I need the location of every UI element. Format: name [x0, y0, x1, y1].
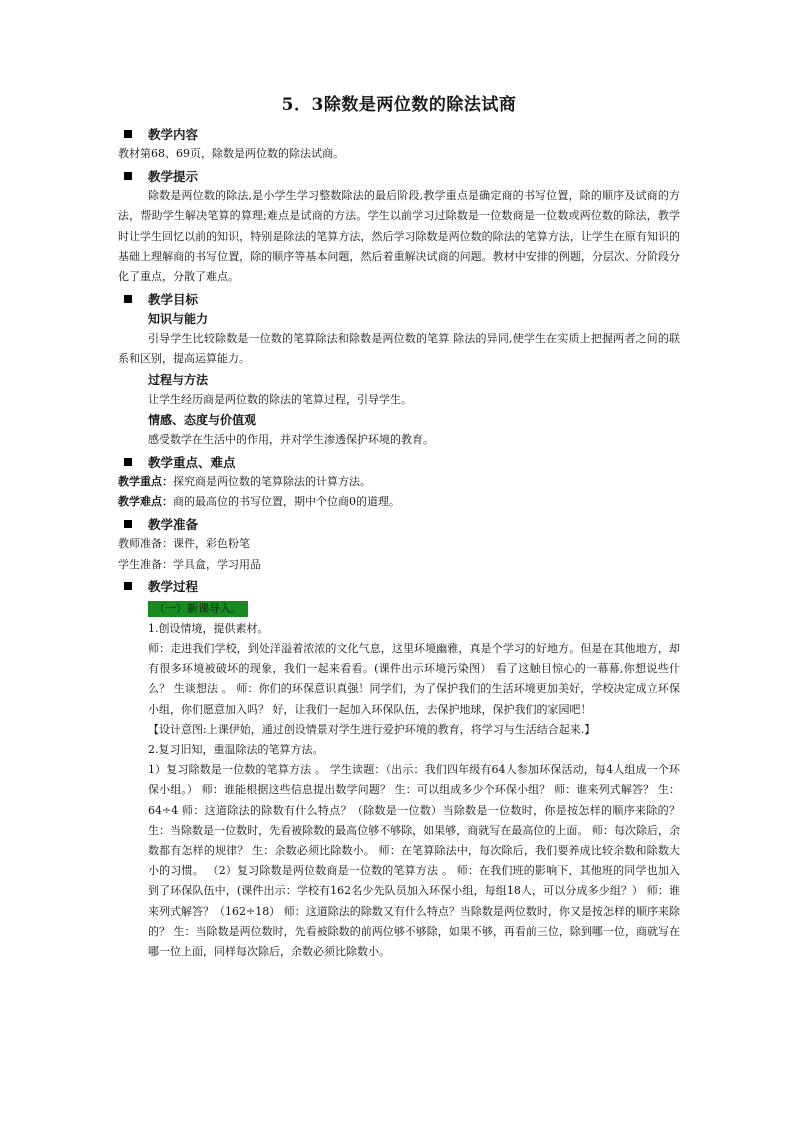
goals-emotion-text: 感受数学在生活中的作用，并对学生渗透保护环境的教育。	[148, 432, 434, 446]
square-bullet-icon	[124, 458, 132, 466]
difficulty-line	[118, 492, 680, 512]
tips-text: 除数是两位数的除法,是小学生学习整数除法的最后阶段,教学重点是确定商的书写位置，除的顺序及试商的方法，帮助学生解决笔算的算理;难点是试商的方法。学生以前学习过除数是一位数商是一位数或两位数的除法，教学时让学生回忆以前的知识，特别是除法的笔算方法，然后学习除数是两位数的除法的笔算方法，让学生在原有知识的基础上理解商的书写位置，除的顺序等基本问题，然后着重解决试商的问题。教材中安排的例题，分层次、分阶段分化了重点，分散了难点。	[118, 189, 680, 284]
document-title: 5．3除数是两位数的除法试商	[281, 95, 517, 115]
heading-text: 教学过程	[148, 579, 199, 595]
heading-text: 教学重点、难点	[148, 454, 236, 470]
keypoint-label: 教学重点：	[118, 475, 173, 489]
heading-text: 教学内容	[148, 126, 199, 142]
section-heading-goals	[118, 288, 680, 309]
square-bullet-icon	[124, 295, 132, 303]
content-text: 教材第68、69页，除数是两位数的除法试商。	[118, 147, 344, 160]
heading-text: 教学准备	[148, 516, 199, 532]
goals-process-text: 让学生经历商是两位数的除法的笔算过程，引导学生。	[148, 392, 412, 406]
document-page	[118, 90, 680, 962]
square-bullet-icon	[124, 520, 132, 528]
step-one-text: 师：走进我们学校，到处洋溢着浓浓的文化气息，这里环境幽雅，真是个学习的好地方。但是在其他地方，却有很多环境被破坏的现象，我们一起来看看。(课件出示环境污染图） 看了这触目惊心的一幕幕,你想说些什么？ 生谈想法 。 师：你们的环保意识真强！同学们，为了保护我们的生活环境更加美好，学校决定成立环保小组，你们愿意加入吗？ 好，让我们一起加入环保队伍，去保护地球，保护我们的家园吧！	[148, 642, 680, 716]
difficulty-text: 商的最高位的书写位置，期中个位商0的道理。	[173, 495, 400, 509]
teacher-prep-text: 教师准备：课件，彩色粉笔	[118, 537, 250, 551]
square-bullet-icon	[124, 172, 132, 180]
section-heading-keypoints	[118, 451, 680, 472]
heading-text: 教学提示	[148, 168, 199, 184]
section-heading-content	[118, 123, 680, 144]
part-one-highlight: （一）新课导入。	[148, 601, 248, 617]
keypoint-text: 探究商是两位数的笔算除法的计算方法。	[173, 475, 371, 489]
section-heading-tips	[118, 165, 680, 186]
design-note: 【设计意图:上课伊始，通过创设情景对学生进行爱护环境的教育，将学习与生活结合起来.】	[148, 722, 596, 736]
square-bullet-icon	[124, 130, 132, 138]
goals-knowledge-text: 引导学生比较除数是一位数的笔算除法和除数是两位数的笔算 除法的异同,使学生在实质上把握两者之间的联系和区别，提高运算能力。	[118, 332, 680, 366]
step-one-title: 1.创设情境，提供素材。	[148, 621, 269, 635]
goals-subheading-knowledge: 知识与能力	[148, 312, 209, 327]
step-two-title: 2.复习旧知，重温除法的笔算方法。	[148, 743, 324, 757]
heading-text: 教学目标	[148, 291, 199, 307]
student-prep-text: 学生准备：学具盒，学习用品	[118, 557, 261, 571]
goals-subheading-process: 过程与方法	[148, 372, 209, 387]
section-heading-process	[118, 576, 680, 597]
step-two-text: 1）复习除数是一位数的笔算方法 。 学生读题：（出示：我们四年级有64人参加环保活动，每4人组成一个环保小组。） 师：谁能根据这些信息提出数学问题？ 生：可以组成多少个环保小组？ 师：谁来列式解答？ 生：64÷4 师：这道除法的除数有什么特点？（除数是一位数）当除数是一位数时，你是按怎样的顺序来除的？ 生：当除数是一位数时，先看被除数的最高位够不够除，如果够，商就写在最高位的上面。 师：每次除后，余数都有怎样的规律？ 生：余数必须比除数小。 师：在笔算除法中，每次除后，我们要养成比较余数和除数大小的习惯。 （2）复习除数是两位数商是一位数的笔算方法 。 师：在我们班的影响下，其他班的同学也加入到了环保队伍中，(课件出示：学校有162名少先队员加入环保小组，每组18人，可以分成多少组？） 师：谁来列式解答？（162÷18） 师：这道除法的除数又有什么特点？当除数是两位数时，你又是按怎样的顺序来除的？ 生：当除数是两位数时，先看被除数的前两位够不够除，如果不够，再看前三位，除到哪一位，商就写在哪一位上面，同样每次除后，余数必须比除数小。	[148, 763, 680, 959]
square-bullet-icon	[124, 582, 132, 590]
section-heading-prep	[118, 513, 680, 534]
goals-subheading-emotion: 情感、态度与价值观	[148, 412, 257, 427]
difficulty-label: 教学难点：	[118, 495, 173, 509]
keypoint-line	[118, 472, 680, 492]
